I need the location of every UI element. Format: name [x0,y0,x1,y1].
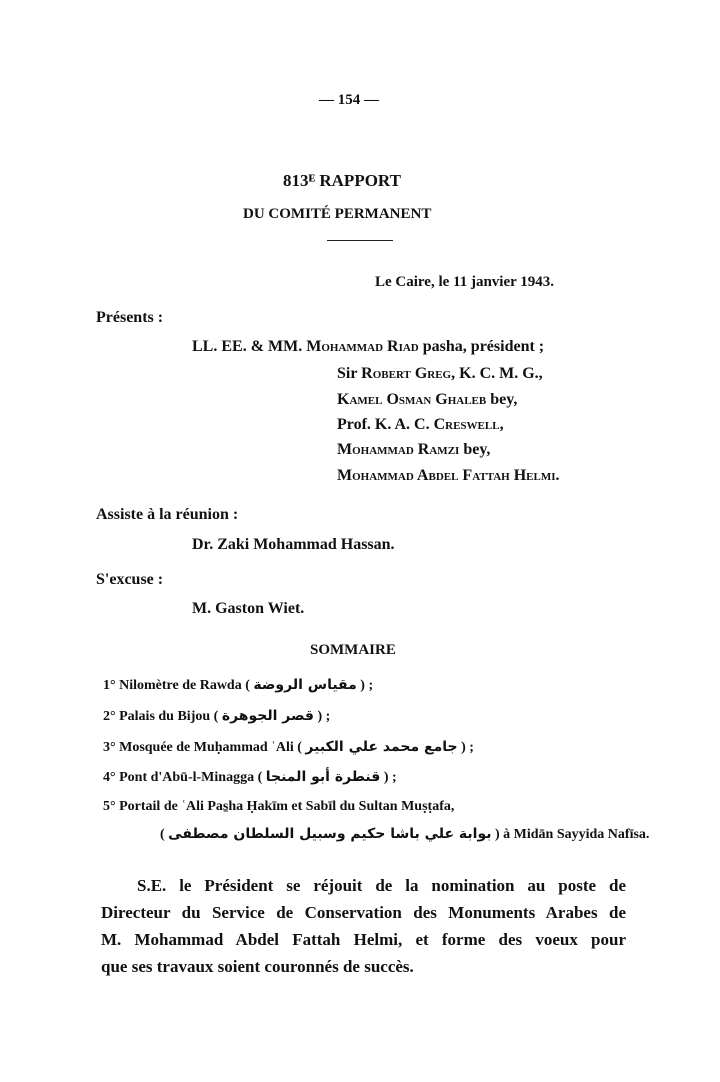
member-name: Kamel Osman Ghaleb [337,391,487,408]
item-number: 4° [103,770,116,785]
body-paragraph [101,872,626,980]
sommaire-item-continuation [160,826,649,843]
present-member [337,467,559,485]
title-divider [327,240,393,241]
arabic-name: قصر الجوهرة [221,708,314,724]
member-name: Mohammad Riad [306,338,419,355]
sommaire-item [103,739,474,756]
present-member [337,365,543,383]
paragraph-line: M. Mohammad Abdel Fattah Helmi, et forme des voeux pour [101,930,626,949]
member-suffix: pasha, président ; [418,338,545,355]
paragraph-line: S.E. le Président se réjouit de la nomination au poste de [137,876,626,895]
member-suffix: . [555,467,560,484]
item-end: ) ; [356,678,374,693]
item-text: Pont d'Abū-l-Minagga ( [115,770,266,785]
member-name: Creswell [433,416,500,433]
sommaire-item [103,677,373,694]
sommaire-item [103,708,330,725]
arabic-name: قنطرة أبو المنجا [265,769,381,785]
page-number: — 154 — [319,92,379,108]
item-number: 5° [103,799,116,814]
item-end: ) ; [457,740,474,755]
present-member [337,391,517,409]
member-name: Robert Greg [361,365,452,382]
date-line: Le Caire, le 11 janvier 1943. [375,274,555,290]
member-prefix: Prof. K. A. C. [337,416,434,433]
assiste-name: Dr. Zaki Mohammad Hassan. [192,536,395,553]
item-number: 3° [103,740,116,755]
item-text: Palais du Bijou ( [115,709,222,724]
item-number: 2° [103,709,116,724]
presents-label: Présents : [96,309,164,326]
member-suffix: bey, [459,441,491,458]
item-end: ) ; [380,770,397,785]
item-end: ) ; [313,709,331,724]
sommaire-item [103,769,397,786]
arabic-name: مقياس الروضة [253,677,357,693]
paragraph-line: Directeur du Service de Conservation des Monuments Arabes de [101,903,626,922]
member-suffix: bey, [486,391,518,408]
present-member [337,441,490,459]
excuse-label: S'excuse : [96,571,164,588]
present-member [192,338,544,356]
report-subtitle: DU COMITÉ PERMANENT [243,206,432,222]
item-text: Nilomètre de Rawda ( [115,678,254,693]
item-text: Mosquée de Muḥammad ʿAli ( [115,740,306,755]
member-name: Mohammad Abdel Fattah Helmi [337,467,556,484]
assiste-label: Assiste à la réunion : [96,506,239,523]
arabic-name: بوابة علي باشا حكيم وسبيل السلطان مصطفى [168,826,492,842]
item-open: ( [160,827,169,842]
member-suffix: , K. C. M. G., [451,365,543,382]
report-title: 813ᴱ RAPPORT [283,171,401,190]
present-member [337,416,504,434]
member-suffix: , [499,416,504,433]
item-number: 1° [103,678,116,693]
paragraph-line: que ses travaux soient couronnés de succès. [101,957,414,976]
member-prefix: LL. EE. & MM. [192,338,307,355]
excuse-name: M. Gaston Wiet. [192,600,305,617]
arabic-name: جامع محمد علي الكبير [305,739,458,755]
item-end: ) à Midān Sayyida Nafīsa. [491,827,650,842]
sommaire-title: SOMMAIRE [310,642,396,658]
member-prefix: Sir [337,365,362,382]
member-name: Mohammad Ramzi [337,441,460,458]
sommaire-item [103,799,454,815]
item-text: Portail de ʿAli Pas̱ha Ḥakīm et Sabīl du Sultan Muṣṭafa, [115,799,455,814]
